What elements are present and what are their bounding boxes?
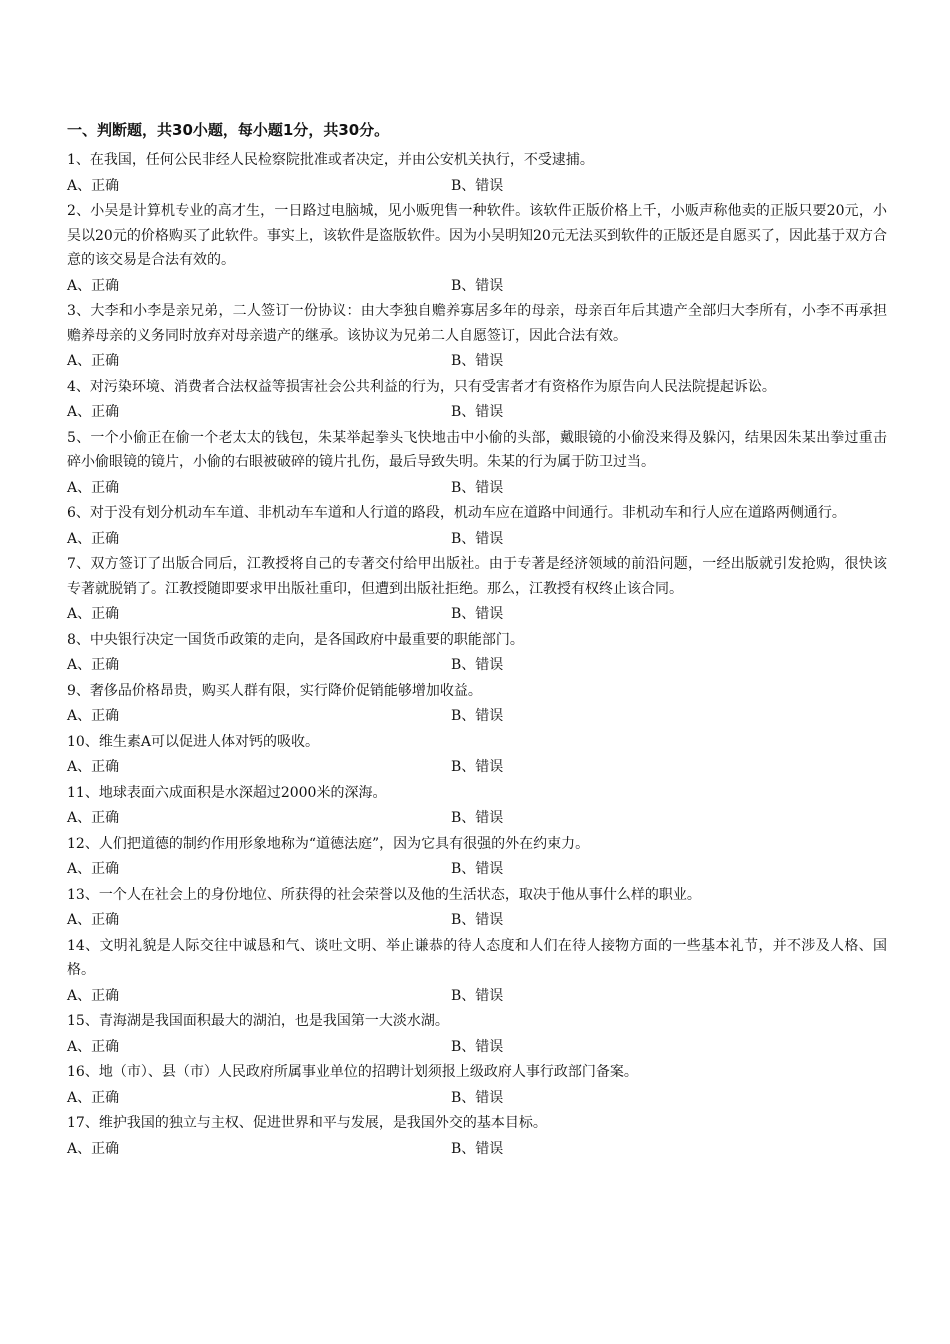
question-item xyxy=(67,1111,887,1162)
option-a-correct[interactable]: A、正确 xyxy=(67,861,120,877)
question-stem: 人们把道德的制约作用形象地称为“道德法庭”，因为它具有很强的外在约束力。 xyxy=(98,835,590,852)
answer-options xyxy=(67,805,887,832)
question-text xyxy=(67,426,887,475)
question-item xyxy=(67,1009,887,1060)
question-item xyxy=(67,832,887,883)
option-a-correct[interactable]: A、正确 xyxy=(67,479,120,496)
option-b-wrong[interactable]: B、错误 xyxy=(451,353,504,369)
answer-options xyxy=(67,475,887,502)
question-text xyxy=(67,199,887,273)
question-stem: 大李和小李是亲兄弟，二人签订一份协议：由大李独自赡养寡居多年的母亲，母亲百年后其遗产全部归大李所有，小李不再承担赡养母亲的义务同时放弃对母亲遗产的继承。该协议为兄弟二人自愿签订，因此合法有效。 xyxy=(67,303,887,344)
option-a-correct[interactable]: A、正确 xyxy=(67,353,120,369)
answer-options xyxy=(67,1085,887,1112)
question-stem: 一个小偷正在偷一个老太太的钱包，朱某举起拳头飞快地击中小偷的头部，戴眼镜的小偷没来得及躲闪，结果因朱某出拳过重击碎小偷眼镜的镜片，小偷的右眼被破碎的镜片扎伤，最后导致失明。朱某的行为属于防卫过当。 xyxy=(67,429,887,470)
question-item xyxy=(67,426,887,502)
question-item xyxy=(67,148,887,199)
answer-options xyxy=(67,983,887,1010)
question-number: 13、 xyxy=(67,886,99,903)
option-a-correct[interactable]: A、正确 xyxy=(67,530,120,547)
question-number: 10、 xyxy=(67,733,99,750)
question-item xyxy=(67,628,887,679)
question-text xyxy=(67,781,887,806)
question-number: 1、 xyxy=(67,152,90,168)
option-b-wrong[interactable]: B、错误 xyxy=(451,759,504,775)
option-a-correct[interactable]: A、正确 xyxy=(67,708,120,724)
option-b-wrong[interactable]: B、错误 xyxy=(451,708,504,724)
option-a-correct[interactable]: A、正确 xyxy=(67,606,120,622)
question-text xyxy=(67,1060,887,1085)
option-b-wrong[interactable]: B、错误 xyxy=(451,1089,504,1106)
option-b-wrong[interactable]: B、错误 xyxy=(451,987,504,1004)
question-stem: 双方签订了出版合同后，江教授将自己的专著交付给甲出版社。由于专著是经济领域的前沿问题，一经出版就引发抢购，很快该专著就脱销了。江教授随即要求甲出版社重印，但遭到出版社拒绝。那么，江教授有权终止该合同。 xyxy=(67,556,887,597)
question-item xyxy=(67,552,887,628)
question-item xyxy=(67,199,887,299)
question-stem: 地（市）、县（市）人民政府所属事业单位的招聘计划须报上级政府人事行政部门备案。 xyxy=(98,1064,638,1080)
option-b-wrong[interactable]: B、错误 xyxy=(451,479,504,496)
option-a-correct[interactable]: A、正确 xyxy=(67,657,120,673)
question-text xyxy=(67,832,887,857)
option-b-wrong[interactable]: B、错误 xyxy=(451,404,504,420)
question-number: 4、 xyxy=(67,378,90,395)
option-b-wrong[interactable]: B、错误 xyxy=(451,810,504,826)
question-text xyxy=(67,375,887,400)
question-number: 5、 xyxy=(67,429,91,446)
question-number: 8、 xyxy=(67,631,90,648)
question-text xyxy=(67,679,887,704)
option-b-wrong[interactable]: B、错误 xyxy=(451,1140,504,1157)
question-text xyxy=(67,1009,887,1034)
question-text xyxy=(67,1111,887,1136)
question-item xyxy=(67,883,887,934)
answer-options xyxy=(67,399,887,426)
question-item xyxy=(67,1060,887,1111)
question-text xyxy=(67,552,887,601)
question-item xyxy=(67,375,887,426)
question-number: 12、 xyxy=(67,835,99,852)
option-a-correct[interactable]: A、正确 xyxy=(67,810,120,826)
question-number: 6、 xyxy=(67,505,90,521)
option-b-wrong[interactable]: B、错误 xyxy=(451,530,504,547)
question-item xyxy=(67,781,887,832)
answer-options xyxy=(67,1136,887,1163)
question-stem: 文明礼貌是人际交往中诚恳和气、谈吐文明、举止谦恭的待人态度和人们在待人接物方面的一些基本礼节，并不涉及人格、国格。 xyxy=(67,937,887,978)
question-text xyxy=(67,883,887,908)
question-text xyxy=(67,299,887,348)
answer-options xyxy=(67,348,887,375)
option-a-correct[interactable]: A、正确 xyxy=(67,987,120,1004)
question-text xyxy=(67,934,887,983)
option-a-correct[interactable]: A、正确 xyxy=(67,912,120,928)
question-stem: 一个人在社会上的身份地位、所获得的社会荣誉以及他的生活状态，取决于他从事什么样的职业。 xyxy=(98,886,701,903)
question-stem: 地球表面六成面积是水深超过2000米的深海。 xyxy=(98,784,387,801)
answer-options xyxy=(67,703,887,730)
section-title: 一、判断题，共30小题，每小题1分，共30分。 xyxy=(67,121,390,139)
question-number: 11、 xyxy=(67,784,99,801)
question-number: 14、 xyxy=(67,937,100,954)
option-a-correct[interactable]: A、正确 xyxy=(67,177,120,194)
question-stem: 维生素A可以促进人体对钙的吸收。 xyxy=(98,733,319,750)
option-a-correct[interactable]: A、正确 xyxy=(67,404,120,420)
option-b-wrong[interactable]: B、错误 xyxy=(451,1038,504,1055)
question-item xyxy=(67,299,887,375)
question-stem: 在我国，任何公民非经人民检察院批准或者决定，并由公安机关执行，不受逮捕。 xyxy=(89,152,594,168)
answer-options xyxy=(67,856,887,883)
answer-options xyxy=(67,526,887,553)
answer-options xyxy=(67,601,887,628)
question-stem: 小吴是计算机专业的高才生，一日路过电脑城，见小贩兜售一种软件。该软件正版价格上千，小贩声称他卖的正版只要20元，小吴以20元的价格购买了此软件。事实上，该软件是盗版软件。因为小吴明知20元无法买到软件的正版还是自愿买了，因此基于双方合意的该交易是合法有效的。 xyxy=(67,203,887,268)
option-b-wrong[interactable]: B、错误 xyxy=(451,861,504,877)
question-number: 16、 xyxy=(67,1064,99,1080)
option-b-wrong[interactable]: B、错误 xyxy=(451,657,504,673)
question-text xyxy=(67,730,887,755)
question-stem: 中央银行决定一国货币政策的走向，是各国政府中最重要的职能部门。 xyxy=(89,631,524,648)
option-b-wrong[interactable]: B、错误 xyxy=(451,277,504,294)
question-stem: 奢侈品价格昂贵，购买人群有限，实行降价促销能够增加收益。 xyxy=(89,682,482,699)
question-stem: 青海湖是我国面积最大的湖泊，也是我国第一大淡水湖。 xyxy=(98,1013,449,1029)
answer-options xyxy=(67,907,887,934)
answer-options xyxy=(67,1034,887,1061)
exam-page xyxy=(67,120,887,1162)
option-b-wrong[interactable]: B、错误 xyxy=(451,177,504,194)
option-b-wrong[interactable]: B、错误 xyxy=(451,606,504,622)
answer-options xyxy=(67,754,887,781)
question-stem: 对污染环境、消费者合法权益等损害社会公共利益的行为，只有受害者才有资格作为原告向人民法院提起诉讼。 xyxy=(89,378,776,395)
question-number: 7、 xyxy=(67,556,91,572)
question-number: 15、 xyxy=(67,1013,99,1029)
question-stem: 对于没有划分机动车车道、非机动车车道和人行道的路段，机动车应在道路中间通行。非机动车和行人应在道路两侧通行。 xyxy=(89,505,846,521)
answer-options xyxy=(67,173,887,200)
question-text xyxy=(67,501,887,526)
question-list xyxy=(67,148,887,1162)
question-item xyxy=(67,730,887,781)
question-text xyxy=(67,148,887,173)
question-number: 3、 xyxy=(67,303,91,319)
option-a-correct[interactable]: A、正确 xyxy=(67,277,120,294)
option-a-correct[interactable]: A、正确 xyxy=(67,759,120,775)
option-a-correct[interactable]: A、正确 xyxy=(67,1038,120,1055)
answer-options xyxy=(67,273,887,300)
question-stem: 维护我国的独立与主权、促进世界和平与发展，是我国外交的基本目标。 xyxy=(98,1115,547,1131)
question-number: 2、 xyxy=(67,203,91,219)
question-number: 17、 xyxy=(67,1115,99,1131)
question-item xyxy=(67,679,887,730)
question-text xyxy=(67,628,887,653)
option-a-correct[interactable]: A、正确 xyxy=(67,1089,120,1106)
answer-options xyxy=(67,652,887,679)
question-item xyxy=(67,934,887,1010)
option-b-wrong[interactable]: B、错误 xyxy=(451,912,504,928)
question-number: 9、 xyxy=(67,682,90,699)
option-a-correct[interactable]: A、正确 xyxy=(67,1140,120,1157)
question-item xyxy=(67,501,887,552)
